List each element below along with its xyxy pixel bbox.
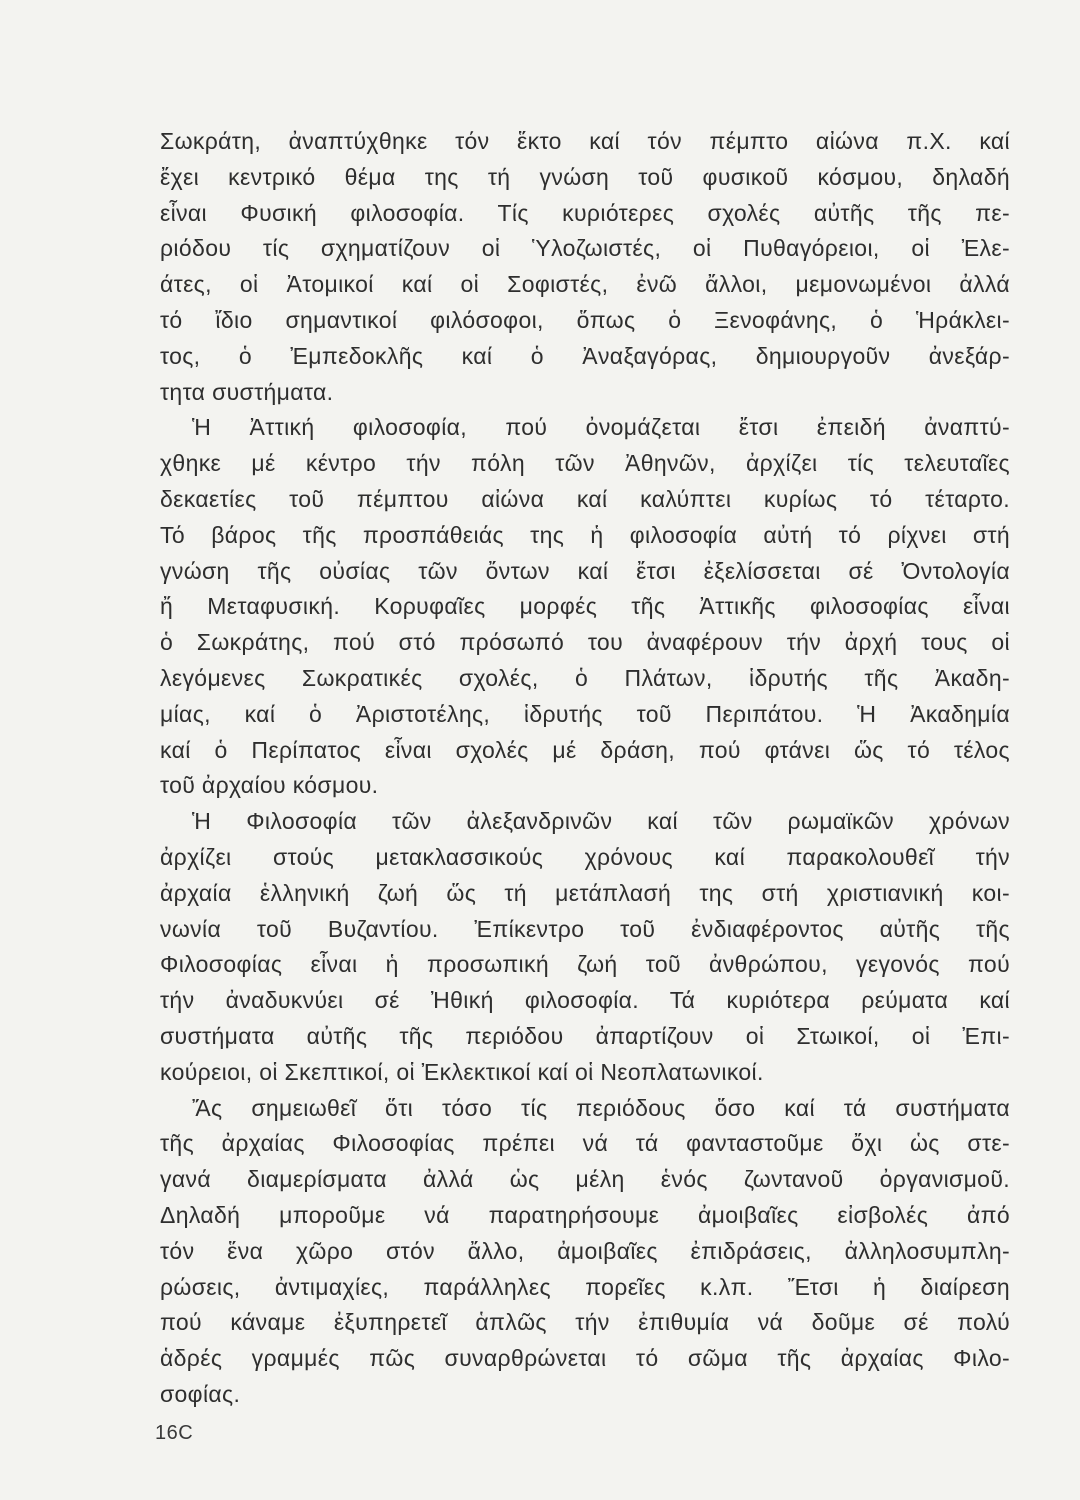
text-line: λεγόμενες Σωκρατικές σχολές, ὁ Πλάτων, ἱδρυτής τῆς Ἀκαδη- <box>160 664 1010 691</box>
text-line: γανά διαμερίσματα ἀλλά ὡς μέλη ἑνός ζωντανοῦ ὀργανισμοῦ. <box>160 1166 1010 1193</box>
paragraph-first-line: Ἡ Ἀττική φιλοσοφία, πού ὀνομάζεται ἔτσι ἐπειδή ἀναπτύ- <box>192 414 1010 441</box>
text-line: ριόδου τίς σχηματίζουν οἱ Ὑλοζωιστές, οἱ Πυθαγόρειοι, οἱ Ἐλε- <box>160 235 1010 262</box>
text-line: πού κάναμε ἐξυπηρετεῖ ἁπλῶς τήν ἐπιθυμία νά δοῦμε σέ πολύ <box>160 1309 1010 1336</box>
text-line: ὁ Σωκράτης, πού στό πρόσωπό του ἀναφέρουν τήν ἀρχή τους οἱ <box>160 629 1010 656</box>
text-line: άτες, οἱ Ἀτομικοί καί οἱ Σοφιστές, ἐνῶ ἄλλοι, μεμονωμένοι ἀλλά <box>160 271 1010 298</box>
text-line: κούρειοι, οἱ Σκεπτικοί, οἱ Ἐκλεκτικοί καί οἱ Νεοπλατωνικοί. <box>160 1058 764 1085</box>
text-line: Σωκράτη, ἀναπτύχθηκε τόν ἕκτο καί τόν πέμπτο αἰώνα π.Χ. καί <box>160 128 1010 154</box>
paragraph-first-line: Ἄς σημειωθεῖ ὅτι τόσο τίς περιόδους ὅσο καί τά συστήματα <box>192 1094 1010 1121</box>
text-line: μίας, καί ὁ Ἀριστοτέλης, ἱδρυτής τοῦ Περιπάτου. Ἡ Ἀκαδημία <box>160 700 1010 727</box>
text-line: νωνία τοῦ Βυζαντίου. Ἐπίκεντρο τοῦ ἐνδιαφέροντος αὐτῆς τῆς <box>160 915 1010 942</box>
text-line: συστήματα αὐτῆς τῆς περιόδου ἀπαρτίζουν οἱ Στωικοί, οἱ Ἐπι- <box>160 1022 1010 1049</box>
text-line: Φιλοσοφίας εἶναι ἡ προσωπική ζωή τοῦ ἀνθρώπου, γεγονός πού <box>160 951 1010 978</box>
text-line: σοφίας. <box>160 1380 241 1407</box>
text-line: ρώσεις, ἀντιμαχίες, παράλληλες πορεῖες κ.λπ. Ἔτσι ἡ διαίρεση <box>160 1273 1010 1300</box>
text-line: ἔχει κεντρικό θέμα της τή γνώση τοῦ φυσικοῦ κόσμου, δηλαδή <box>160 163 1010 190</box>
text-line: Τό βάρος τῆς προσπάθειάς της ἡ φιλοσοφία αὐτή τό ρίχνει στή <box>160 521 1010 548</box>
text-line: ἁδρές γραμμές πῶς συναρθρώνεται τό σῶμα τῆς ἀρχαίας Φιλο- <box>160 1345 1010 1372</box>
page-number: 16C <box>155 1422 194 1444</box>
text-line: τό ἴδιο σημαντικοί φιλόσοφοι, ὅπως ὁ Ξενοφάνης, ὁ Ἡράκλει- <box>160 306 1010 333</box>
text-line: ἤ Μεταφυσική. Κορυφαῖες μορφές τῆς Ἀττικῆς φιλοσοφίας εἶναι <box>160 593 1010 620</box>
text-line: τητα συστήματα. <box>160 378 334 405</box>
paragraph-first-line: Ἡ Φιλοσοφία τῶν ἀλεξανδρινῶν καί τῶν ρωμαϊκῶν χρόνων <box>192 808 1010 835</box>
text-line: καί ὁ Περίπατος εἶναι σχολές μέ δράση, πού φτάνει ὥς τό τέλος <box>160 736 1010 763</box>
text-line: τόν ἕνα χῶρο στόν ἄλλο, ἀμοιβαῖες ἐπιδράσεις, ἀλληλοσυμπλη- <box>160 1237 1010 1264</box>
text-line: χθηκε μέ κέντρο τήν πόλη τῶν Ἀθηνῶν, ἀρχίζει τίς τελευταῖες <box>160 450 1010 477</box>
text-line: Δηλαδή μποροῦμε νά παρατηρήσουμε ἀμοιβαῖες εἰσβολές ἀπό <box>160 1201 1010 1228</box>
text-line: τος, ὁ Ἐμπεδοκλῆς καί ὁ Ἀναξαγόρας, δημιουργοῦν ἀνεξάρ- <box>160 342 1010 369</box>
text-line: εἶναι Φυσική φιλοσοφία. Τίς κυριότερες σχολές αὐτῆς τῆς πε- <box>160 199 1010 226</box>
text-line: ἀρχαία ἑλληνική ζωή ὥς τή μετάπλασή της στή χριστιανική κοι- <box>160 879 1010 906</box>
text-line: τῆς ἀρχαίας Φιλοσοφίας πρέπει νά τά φανταστοῦμε ὄχι ὡς στε- <box>160 1130 1010 1157</box>
text-line: γνώση τῆς οὐσίας τῶν ὄντων καί ἔτσι ἐξελίσσεται σέ Ὀντολογία <box>160 557 1010 584</box>
text-line: δεκαετίες τοῦ πέμπτου αἰώνα καί καλύπτει κυρίως τό τέταρτο. <box>160 485 1010 512</box>
text-line: τοῦ ἀρχαίου κόσμου. <box>160 772 379 799</box>
text-line: ἀρχίζει στούς μετακλασσικούς χρόνους καί παρακολουθεῖ τήν <box>160 843 1010 870</box>
text-line: τήν ἀναδυκνύει σέ Ἠθική φιλοσοφία. Τά κυριότερα ρεύματα καί <box>160 987 1010 1014</box>
body-text <box>160 124 1010 1413</box>
